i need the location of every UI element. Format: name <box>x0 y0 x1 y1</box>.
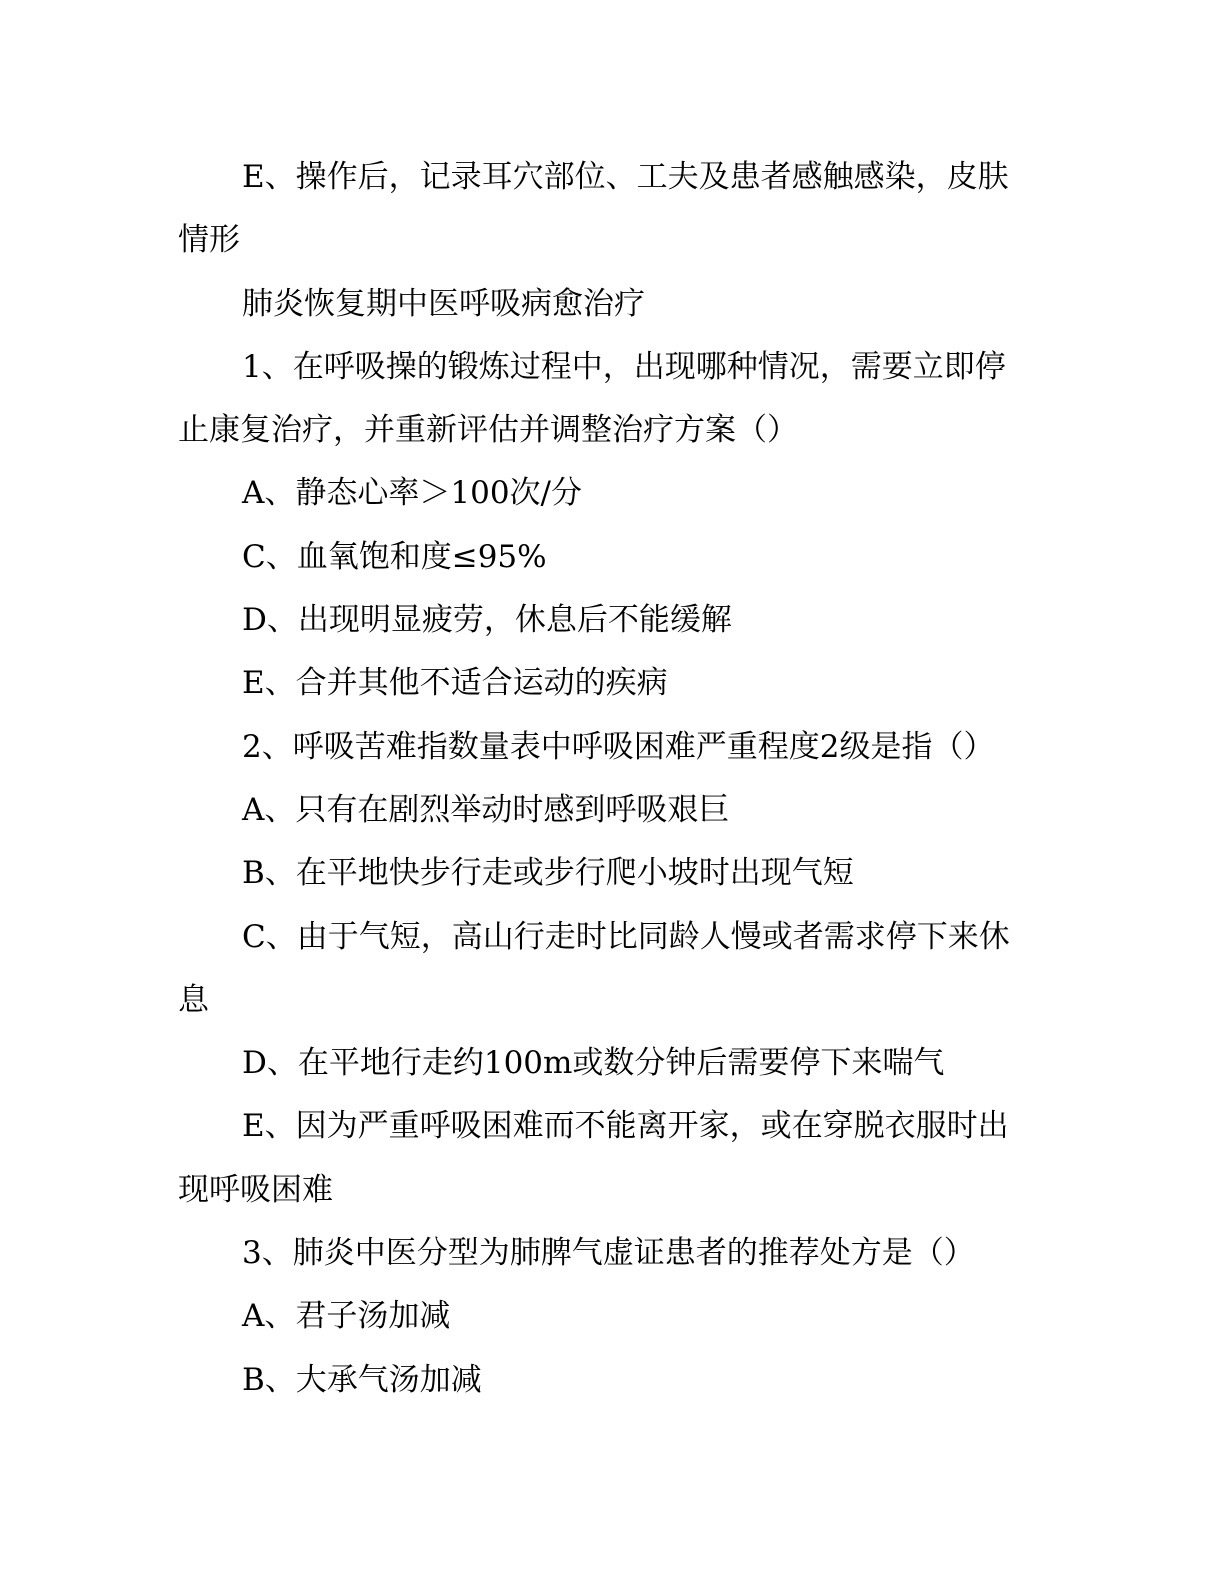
question-2-option-e: E、因为严重呼吸困难而不能离开家，或在穿脱衣服时出现呼吸困难 <box>178 1108 1009 1208</box>
question-1-option-a: A、静态心率＞100次/分 <box>242 475 583 512</box>
question-3-option-a: A、君子汤加减 <box>242 1298 451 1335</box>
question-3: 3、肺炎中医分型为肺脾气虚证患者的推荐处方是（） <box>242 1235 975 1272</box>
question-1-option-c: C、血氧饱和度≤95% <box>242 538 547 575</box>
question-2-option-a: A、只有在剧烈举动时感到呼吸艰巨 <box>242 791 730 828</box>
question-3-option-b: B、大承气汤加减 <box>242 1361 482 1398</box>
question-1-option-e: E、合并其他不适合运动的疾病 <box>242 665 668 702</box>
question-2-option-b: B、在平地快步行走或步行爬小坡时出现气短 <box>242 855 854 892</box>
question-2: 2、呼吸苦难指数量表中呼吸困难严重程度2级是指（） <box>242 728 995 765</box>
option-e-ear-acupoint: E、操作后，记录耳穴部位、工夫及患者感触感染，皮肤情形 <box>178 159 1009 259</box>
question-1: 1、在呼吸操的锻炼过程中，出现哪种情况，需要立即停止康复治疗，并重新评估并调整治疗方案（） <box>178 348 1006 449</box>
document-page <box>178 146 1036 1412</box>
section-heading: 肺炎恢复期中医呼吸病愈治疗 <box>242 285 645 322</box>
question-1-option-d: D、出现明显疲劳，休息后不能缓解 <box>242 602 732 639</box>
question-2-option-c: C、由于气短，高山行走时比同龄人慢或者需求停下来休息 <box>178 918 1010 1018</box>
question-2-option-d: D、在平地行走约100m或数分钟后需要停下来喘气 <box>242 1045 945 1082</box>
